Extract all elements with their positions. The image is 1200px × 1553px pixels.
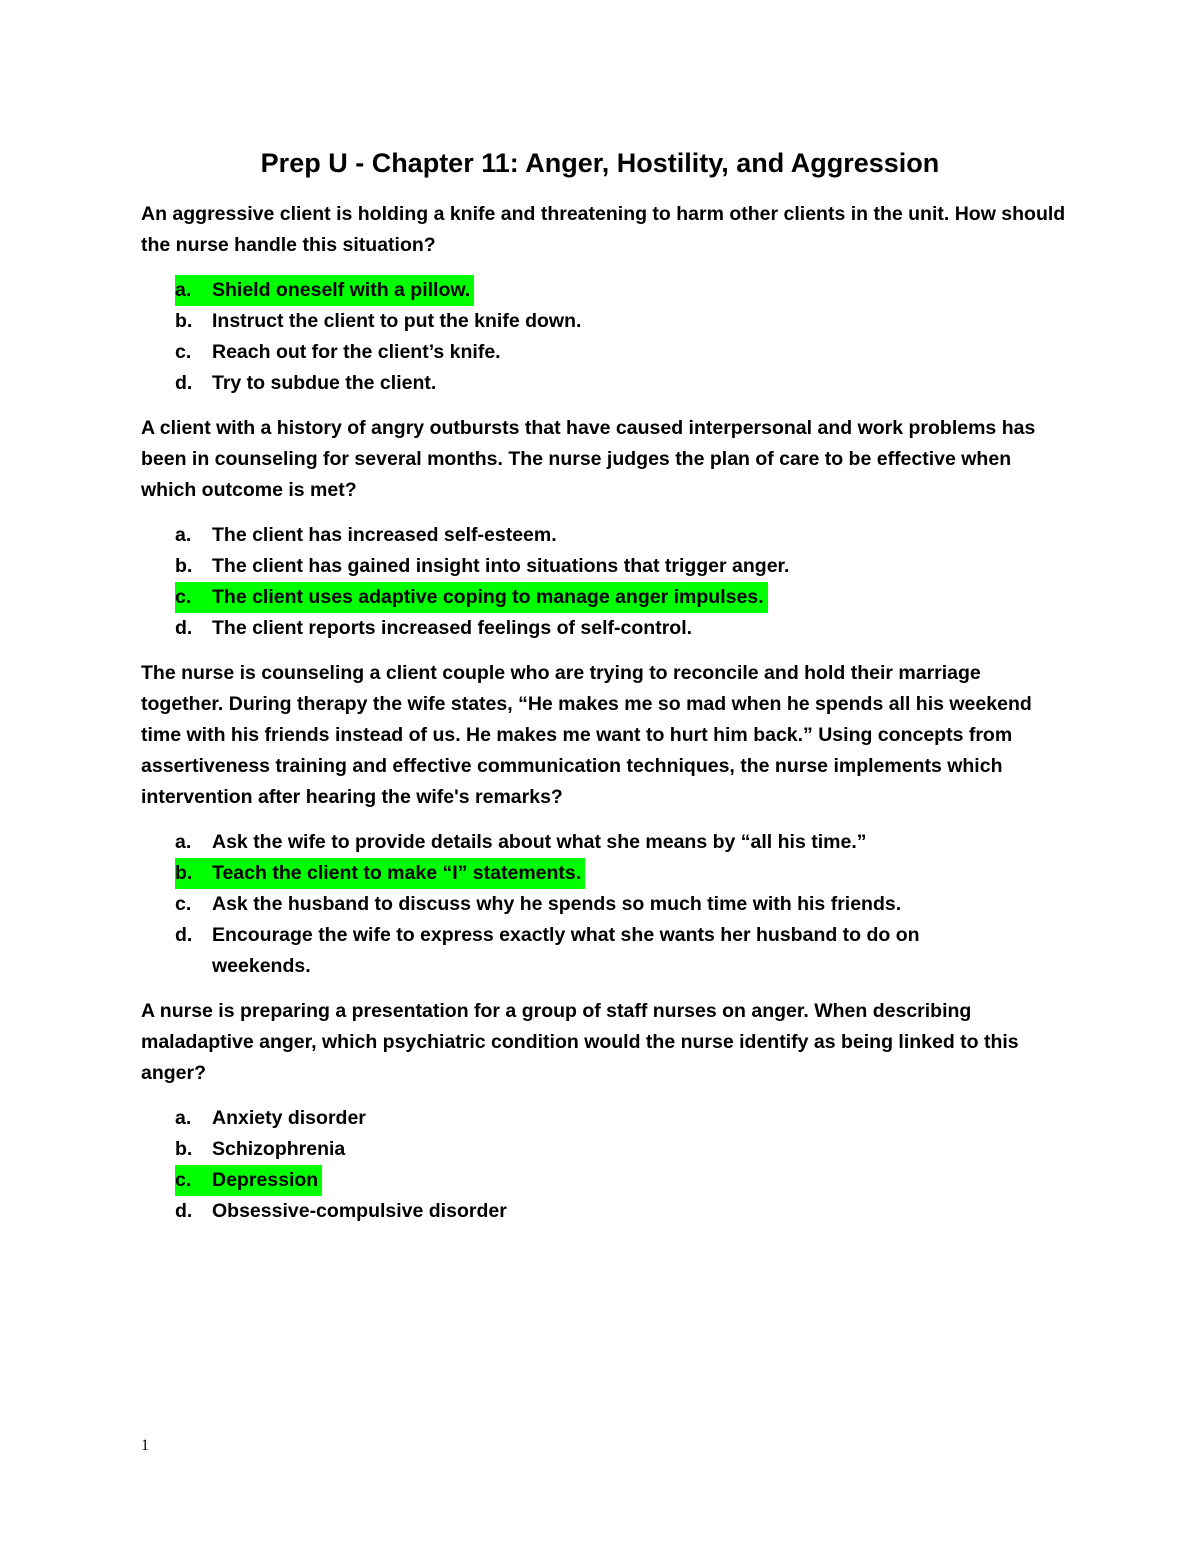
answer-option-c <box>175 889 1066 920</box>
answer-option-d <box>175 1196 1066 1227</box>
option-letter: b. <box>175 862 193 884</box>
option-letter: b. <box>175 555 193 577</box>
answer-option-a <box>175 520 1066 551</box>
question-list <box>141 199 1066 1241</box>
highlighted-answer <box>175 858 585 889</box>
answer-option-a <box>175 827 1066 858</box>
option-letter: a. <box>175 524 192 546</box>
page-number: 1 <box>141 1437 149 1454</box>
question-3 <box>141 658 1066 982</box>
highlighted-answer <box>175 582 768 613</box>
option-text: Reach out for the client’s knife. <box>212 341 501 363</box>
highlighted-answer <box>175 275 474 306</box>
option-text: Teach the client to make “I” statements. <box>212 862 582 884</box>
question-2 <box>141 413 1066 644</box>
option-letter: c. <box>175 341 192 363</box>
option-letter: d. <box>175 617 193 639</box>
question-text: A nurse is preparing a presentation for a group of staff nurses on anger. When describing maladaptive anger, which psychiatric condition would the nurse identify as being linked to this anger? <box>141 1000 1019 1084</box>
answer-option-b <box>175 858 1066 889</box>
option-text: The client uses adaptive coping to manage anger impulses. <box>212 586 764 608</box>
option-text: Encourage the wife to express exactly what she wants her husband to do on weekends. <box>212 924 920 977</box>
answer-option-c <box>175 1165 1066 1196</box>
answer-option-c <box>175 582 1066 613</box>
question-text: A client with a history of angry outbursts that have caused interpersonal and work problems has been in counseling for several months. The nurse judges the plan of care to be effective when which outcome is met? <box>141 417 1036 501</box>
answer-option-b <box>175 306 1066 337</box>
option-text: Ask the husband to discuss why he spends so much time with his friends. <box>212 893 902 915</box>
question-4 <box>141 996 1066 1227</box>
option-letter: a. <box>175 1107 192 1129</box>
question-text: The nurse is counseling a client couple who are trying to reconcile and hold their marriage together. During therapy the wife states, “He makes me so mad when he spends all his weekend time with his friends instead of us. He makes me want to hurt him back.” Using concepts from assertiveness training and effective communication techniques, the nurse implements which intervention after hearing the wife's remarks? <box>141 662 1032 808</box>
option-text: Ask the wife to provide details about what she means by “all his time.” <box>212 831 867 853</box>
option-letter: d. <box>175 924 193 946</box>
option-text: Anxiety disorder <box>212 1107 366 1129</box>
option-letter: a. <box>175 279 192 301</box>
answer-option-d <box>175 368 1066 399</box>
option-text: The client has increased self-esteem. <box>212 524 557 546</box>
answer-option-d <box>175 613 1066 644</box>
page-title: Prep U - Chapter 11: Anger, Hostility, and Aggression <box>260 148 940 178</box>
option-letter: d. <box>175 1200 193 1222</box>
answer-option-b <box>175 551 1066 582</box>
option-letter: b. <box>175 1138 193 1160</box>
answer-option-a <box>175 1103 1066 1134</box>
answer-options <box>141 275 1066 399</box>
option-text: Schizophrenia <box>212 1138 346 1160</box>
question-1 <box>141 199 1066 399</box>
option-text: The client reports increased feelings of self-control. <box>212 617 693 639</box>
option-letter: c. <box>175 1169 192 1191</box>
option-text: Depression <box>212 1169 319 1191</box>
answer-option-c <box>175 337 1066 368</box>
option-text: The client has gained insight into situations that trigger anger. <box>212 555 790 577</box>
option-text: Shield oneself with a pillow. <box>212 279 471 301</box>
answer-options <box>141 520 1066 644</box>
option-letter: c. <box>175 586 192 608</box>
option-letter: a. <box>175 831 192 853</box>
answer-options <box>141 1103 1066 1227</box>
option-text: Try to subdue the client. <box>212 372 437 394</box>
highlighted-answer <box>175 1165 322 1196</box>
answer-options <box>141 827 1066 982</box>
question-text: An aggressive client is holding a knife and threatening to harm other clients in the unit. How should the nurse handle this situation? <box>141 203 1066 256</box>
option-text: Instruct the client to put the knife down. <box>212 310 582 332</box>
answer-option-d <box>175 920 1066 982</box>
option-letter: c. <box>175 893 192 915</box>
answer-option-b <box>175 1134 1066 1165</box>
option-letter: d. <box>175 372 193 394</box>
option-letter: b. <box>175 310 193 332</box>
option-text: Obsessive-compulsive disorder <box>212 1200 507 1222</box>
answer-option-a <box>175 275 1066 306</box>
